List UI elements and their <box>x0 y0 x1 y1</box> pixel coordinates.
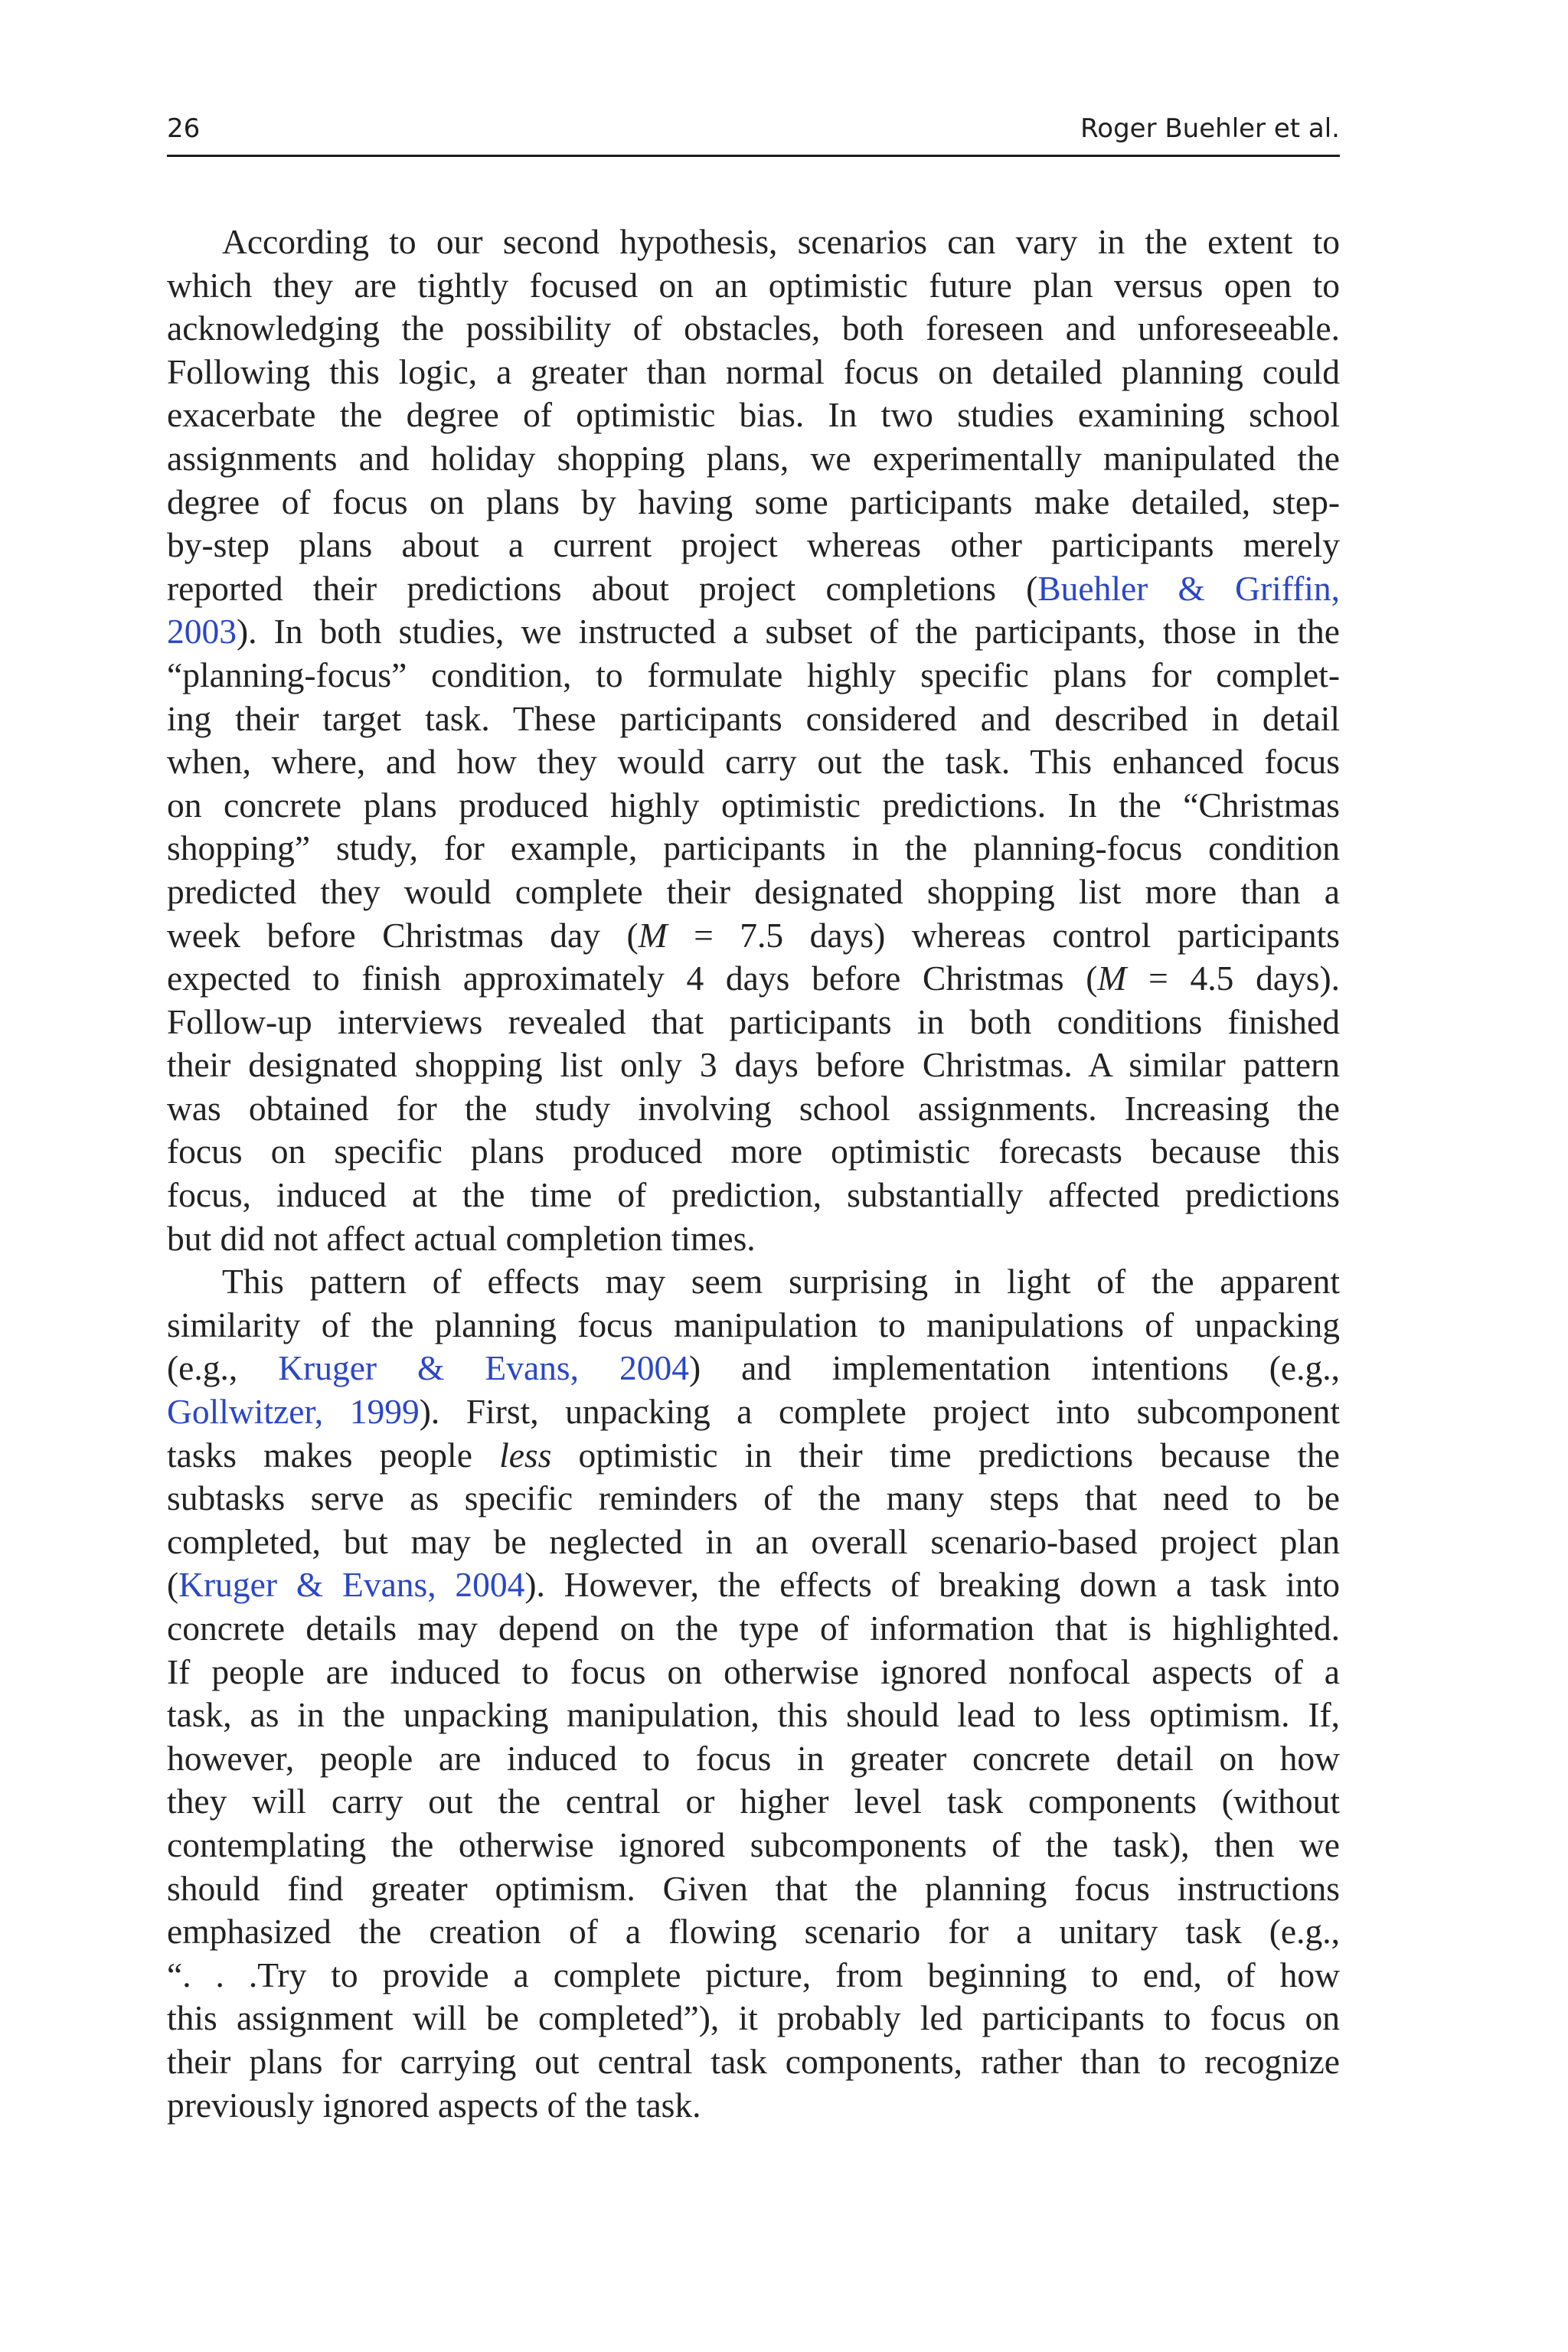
text-line: According to our second hypothesis, scenarios can vary in the extent to <box>222 222 1340 261</box>
running-head: Roger Buehler et al. <box>1080 113 1340 144</box>
page-number: 26 <box>167 113 201 144</box>
text-line: Following this logic, a greater than normal focus on detailed planning could <box>167 351 1340 391</box>
text-segment: tasks makes people <box>167 1435 500 1475</box>
emphasis: less <box>499 1435 552 1475</box>
text-line: focus on specific plans produced more optimistic forecasts because this <box>167 1132 1340 1171</box>
text-line <box>167 1347 1340 1390</box>
text-line: they will carry out the central or higher level task components (without <box>167 1782 1340 1821</box>
text-segment: optimistic in their time predictions because the <box>551 1435 1340 1475</box>
text-line: similarity of the planning focus manipulation to manipulations of unpacking <box>167 1305 1340 1344</box>
text-line: by-step plans about a current project whereas other participants merely <box>167 525 1340 565</box>
text-line: completed, but may be neglected in an overall scenario-based project plan <box>167 1521 1340 1561</box>
text-line: their plans for carrying out central task components, rather than to recognize <box>167 2041 1340 2081</box>
text-line: subtasks serve as specific reminders of the many steps that need to be <box>167 1478 1340 1518</box>
text-line: ing their target task. These participants considered and described in detail <box>167 698 1340 738</box>
text-segment: reported their predictions about project completions ( <box>167 568 1038 608</box>
text-line: however, people are induced to focus in greater concrete detail on how <box>167 1738 1340 1778</box>
citation-link[interactable]: 2003 <box>167 612 237 652</box>
text-line: which they are tightly focused on an optimistic future plan versus open to <box>167 265 1340 305</box>
text-line <box>167 567 1340 611</box>
text-line: exacerbate the degree of optimistic bias. In two studies examining school <box>167 395 1340 435</box>
math-variable: M <box>638 915 668 955</box>
text-segment: ) and implementation intentions (e.g., <box>688 1348 1340 1388</box>
text-segment: = 4.5 days). <box>1126 959 1340 998</box>
header-rule <box>167 155 1340 157</box>
text-line <box>167 610 1340 654</box>
text-line: their designated shopping list only 3 days before Christmas. A similar pattern <box>167 1045 1340 1085</box>
citation-link[interactable]: Gollwitzer, 1999 <box>167 1392 420 1432</box>
text-line: focus, induced at the time of prediction, substantially affected predictions <box>167 1175 1340 1215</box>
text-line: task, as in the unpacking manipulation, this should lead to less optimism. If, <box>167 1695 1340 1735</box>
text-line: but did not affect actual completion times. <box>167 1218 756 1258</box>
paragraph-1 <box>167 220 1340 1260</box>
text-line: “planning-focus” condition, to formulate highly specific plans for complet- <box>167 655 1340 694</box>
text-line: predicted they would complete their designated shopping list more than a <box>167 871 1340 911</box>
text-line: this assignment will be completed”), it probably led participants to focus on <box>167 1998 1340 2038</box>
text-line: concrete details may depend on the type of information that is highlighted. <box>167 1609 1340 1648</box>
text-segment: ). However, the effects of breaking down a task into <box>524 1565 1340 1605</box>
text-segment: ). In both studies, we instructed a subset of the participants, those in the <box>237 612 1340 652</box>
text-line <box>167 957 1340 1001</box>
text-line: assignments and holiday shopping plans, we experimentally manipulated the <box>167 438 1340 478</box>
text-line <box>167 1390 1340 1434</box>
text-line: when, where, and how they would carry out the task. This enhanced focus <box>167 742 1340 782</box>
text-line: This pattern of effects may seem surprising in light of the apparent <box>222 1262 1340 1302</box>
paragraph-2 <box>167 1260 1340 2127</box>
text-line <box>167 914 1340 958</box>
text-line: should find greater optimism. Given that the planning focus instructions <box>167 1868 1340 1908</box>
text-line: Follow-up interviews revealed that participants in both conditions finished <box>167 1001 1340 1041</box>
text-line: degree of focus on plans by having some participants make detailed, step- <box>167 482 1340 521</box>
text-line: If people are induced to focus on otherwise ignored nonfocal aspects of a <box>167 1651 1340 1691</box>
text-line: emphasized the creation of a flowing scenario for a unitary task (e.g., <box>167 1912 1340 1952</box>
text-segment: ( <box>167 1565 179 1605</box>
text-segment: week before Christmas day ( <box>167 915 639 955</box>
text-line: shopping” study, for example, participants in the planning-focus condition <box>167 828 1340 868</box>
citation-link[interactable]: Kruger & Evans, 2004 <box>278 1348 689 1388</box>
citation-link[interactable]: Buehler & Griffin, <box>1037 568 1340 608</box>
text-line: was obtained for the study involving school assignments. Increasing the <box>167 1088 1340 1128</box>
text-segment: (e.g., <box>167 1348 279 1388</box>
text-segment: ). First, unpacking a complete project into subcomponent <box>419 1392 1340 1432</box>
text-line: “. . .Try to provide a complete picture, from beginning to end, of how <box>167 1955 1340 1994</box>
math-variable: M <box>1097 959 1127 998</box>
text-segment: = 7.5 days) whereas control participants <box>667 915 1340 955</box>
citation-link[interactable]: Kruger & Evans, 2004 <box>178 1565 525 1605</box>
body-text <box>167 220 1340 2127</box>
text-line <box>167 1563 1340 1607</box>
text-line: previously ignored aspects of the task. <box>167 2085 701 2125</box>
text-line: on concrete plans produced highly optimistic predictions. In the “Christmas <box>167 785 1340 825</box>
text-line <box>167 1434 1340 1478</box>
text-line: acknowledging the possibility of obstacles, both foreseen and unforeseeable. <box>167 309 1340 348</box>
text-line: contemplating the otherwise ignored subcomponents of the task), then we <box>167 1824 1340 1864</box>
text-segment: expected to finish approximately 4 days before Christmas ( <box>167 959 1098 998</box>
